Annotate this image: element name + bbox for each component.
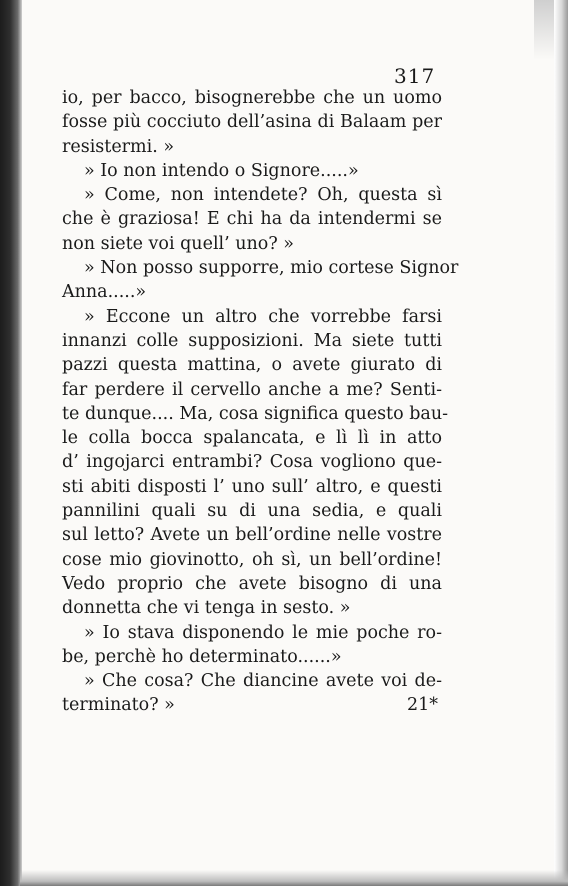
text-line: fosse più cocciuto dell’asina di Balaam per <box>62 112 442 133</box>
book-spine-shadow <box>0 0 22 886</box>
text-line: Anna.....» <box>62 282 147 303</box>
text-line: pazzi questa mattina, o avete giurato di <box>62 355 442 376</box>
text-line: donnetta che vi tenga in sesto. » <box>62 598 351 619</box>
text-line: Vedo proprio che avete bisogno di una <box>62 573 442 594</box>
text-line: » Eccone un altro che vorrebbe farsi <box>84 306 442 327</box>
page-right-edge <box>554 0 568 886</box>
page-bottom-edge <box>20 870 568 886</box>
text-line: cose mio giovinotto, oh sì, un bell’ordine! <box>62 549 442 570</box>
signature-mark: 21* <box>406 695 438 716</box>
text-line: » Come, non intendete? Oh, questa sì <box>84 185 442 206</box>
text-line: che è graziosa! E chi ha da intendermi se <box>62 209 442 230</box>
text-line: non siete voi quell’ uno? » <box>62 233 294 254</box>
text-line: innanzi colle supposizioni. Ma siete tutti <box>62 330 442 351</box>
text-line: terminato? » <box>62 695 175 716</box>
text-line: » Che cosa? Che diancine avete voi de- <box>84 671 442 692</box>
text-line: be, perchè ho determinato......» <box>62 646 342 667</box>
text-line: » Io non intendo o Signore.....» <box>84 160 359 181</box>
text-line: le colla bocca spalancata, e lì lì in atto <box>62 428 442 449</box>
page-corner-shadow <box>534 0 554 60</box>
text-line: far perdere il cervello anche a me? Senti- <box>62 379 442 400</box>
text-line: pannilini quali su di una sedia, e quali <box>62 501 442 522</box>
text-line: io, per bacco, bisognerebbe che un uomo <box>62 88 442 108</box>
text-line: » Io stava disponendo le mie poche ro- <box>84 622 442 643</box>
text-line: te dunque.... Ma, cosa significa questo bau- <box>62 403 449 424</box>
text-line: d’ ingojarci entrambi? Cosa vogliono que- <box>62 452 442 473</box>
body-text <box>62 86 459 718</box>
text-line: sti abiti disposti l’ uno sull’ altro, e questi <box>62 476 442 497</box>
text-line: sul letto? Avete un bell’ordine nelle vostre <box>62 525 442 546</box>
text-line: » Non posso supporre, mio cortese Signor <box>84 258 459 279</box>
page-number: 317 <box>394 64 436 88</box>
final-line-with-signature <box>62 693 440 717</box>
text-line: resistermi. » <box>62 136 175 157</box>
